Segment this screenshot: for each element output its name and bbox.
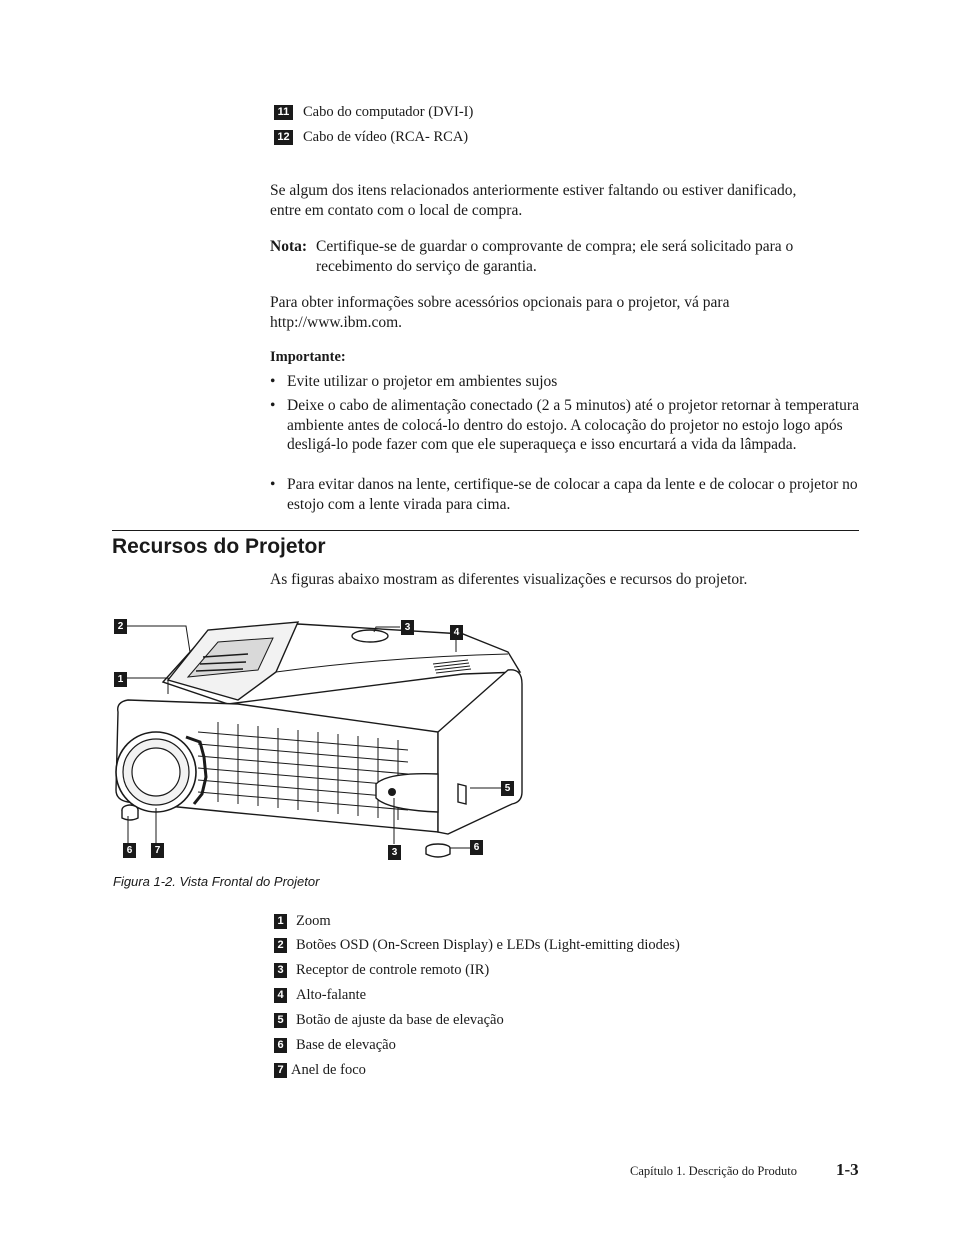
figure-callout-badge: 7 <box>151 843 164 858</box>
projector-front-view-figure <box>108 612 528 862</box>
important-heading: Importante: <box>270 349 346 365</box>
item-label: Cabo de vídeo (RCA- RCA) <box>303 129 469 145</box>
legend-number-badge: 4 <box>274 988 287 1003</box>
legend-number-badge: 5 <box>274 1013 287 1028</box>
legend-label: Receptor de controle remoto (IR) <box>296 962 490 978</box>
figure-callout-badge: 1 <box>114 672 127 687</box>
paragraph-missing-items: Se algum dos itens relacionados anteriormente estiver faltando ou estiver danificado, entre em contato com o local de compra. <box>270 182 797 219</box>
legend-number-badge: 7 <box>274 1063 287 1078</box>
item-number-badge: 11 <box>274 105 293 120</box>
legend-label: Alto-falante <box>296 987 367 1003</box>
item-label: Cabo do computador (DVI-I) <box>303 104 474 120</box>
note-label: Nota: <box>270 238 308 255</box>
paragraph-accessories: Para obter informações sobre acessórios opcionais para o projetor, vá para http://www.ibm.com. <box>270 294 730 331</box>
note-text <box>316 237 860 276</box>
section-title: Recursos do Projetor <box>112 535 326 558</box>
legend-number-badge: 1 <box>274 914 287 929</box>
section-divider <box>112 530 859 531</box>
figure-callout-badge: 3 <box>401 620 414 635</box>
legend-number-badge: 3 <box>274 963 287 978</box>
section-intro: As figuras abaixo mostram as diferentes visualizações e recursos do projetor. <box>270 571 748 588</box>
legend-label: Zoom <box>296 913 331 929</box>
legend-item <box>274 987 366 1004</box>
footer-chapter: Capítulo 1. Descrição do Produto <box>630 1164 797 1178</box>
bullet-marker: • <box>270 476 276 493</box>
figure-callout-badge: 4 <box>450 625 463 640</box>
figure-callout-badge: 3 <box>388 845 401 860</box>
legend-label: Botão de ajuste da base de elevação <box>296 1012 504 1028</box>
legend-item <box>274 1062 366 1079</box>
legend-item <box>274 913 331 930</box>
bullet-text: Para evitar danos na lente, certifique-se de colocar a capa da lente e de colocar o projetor no estojo com a lente virada para cima. <box>287 476 858 513</box>
bullet-marker: • <box>270 373 276 390</box>
legend-item <box>274 937 680 954</box>
figure-caption: Figura 1-2. Vista Frontal do Projetor <box>113 874 320 889</box>
figure-callout-badge: 6 <box>123 843 136 858</box>
legend-item <box>274 962 489 979</box>
bullet-marker: • <box>270 397 276 414</box>
list-item <box>274 129 468 146</box>
figure-callout-badge: 6 <box>470 840 483 855</box>
figure-callout-badge: 2 <box>114 619 127 634</box>
legend-number-badge: 2 <box>274 938 287 953</box>
note-text-content: Certifique-se de guardar o comprovante de compra; ele será solicitado para o recebimento do serviço de garantia. <box>316 238 794 275</box>
list-item <box>274 104 473 121</box>
legend-item <box>274 1012 504 1029</box>
legend-label: Anel de foco <box>291 1062 366 1078</box>
bullet-text: Evite utilizar o projetor em ambientes sujos <box>287 373 558 390</box>
bullet-text: Deixe o cabo de alimentação conectado (2 a 5 minutos) até o projetor retornar à temperatura ambiente antes de colocá-lo dentro do estojo. A colocação do projetor no estojo logo após desligá-lo pode fazer com que ele superaqueça e isso encurtará a vida da lâmpada. <box>287 397 859 453</box>
legend-label: Base de elevação <box>296 1037 396 1053</box>
legend-number-badge: 6 <box>274 1038 287 1053</box>
legend-item <box>274 1037 396 1054</box>
item-number-badge: 12 <box>274 130 293 145</box>
legend-label: Botões OSD (On-Screen Display) e LEDs (Light-emitting diodes) <box>296 937 680 953</box>
figure-callout-badge: 5 <box>501 781 514 796</box>
page-number: 1-3 <box>836 1160 859 1179</box>
